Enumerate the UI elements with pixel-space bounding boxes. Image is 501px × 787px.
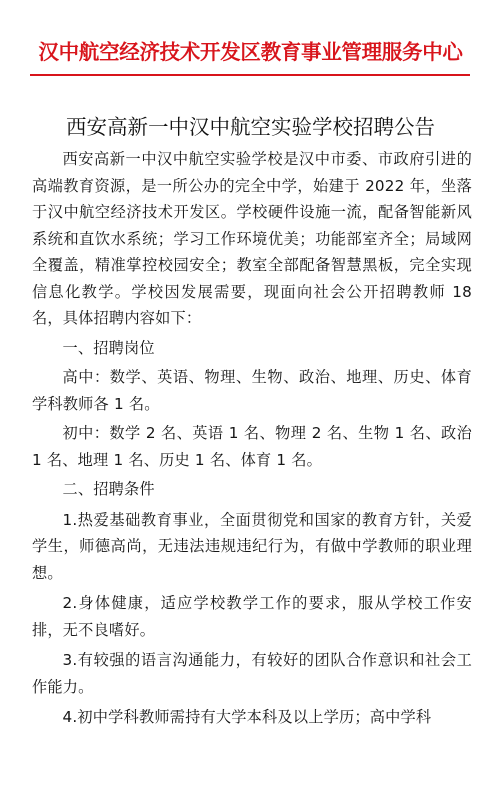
announcement-title: 西安高新一中汉中航空实验学校招聘公告 <box>66 115 435 139</box>
intro-paragraph: 西安高新一中汉中航空实验学校是汉中市委、市政府引进的高端教育资源，是一所公办的完全中学，始建于 2022 年，坐落于汉中航空经济技术开发区。学校硬件设施一流，配备智能新风系统和直饮水系统；学习工作环境优美；功能部室齐全；局域网全覆盖，精准掌控校园安全；教室全部配备智慧黑板，完全实现信息化教学。学校因发展需要，现面向社会公开招聘教师 18 名，具体招聘内容如下： <box>32 150 472 327</box>
organization-header: 汉中航空经济技术开发区教育事业管理服务中心 <box>38 40 463 64</box>
announcement-body <box>32 146 472 731</box>
section-heading-positions: 一、招聘岗位 <box>62 338 155 357</box>
positions-high-school: 高中：数学、英语、物理、生物、政治、地理、历史、体育学科教师各 1 名。 <box>32 368 472 413</box>
requirement-item-4: 4.初中学科教师需持有大学本科及以上学历；高中学科 <box>62 708 432 726</box>
requirement-item-2: 2.身体健康，适应学校教学工作的要求，服从学校工作安排，无不良嗜好。 <box>32 594 472 639</box>
requirement-item-3: 3.有较强的语言沟通能力，有较好的团队合作意识和社会工作能力。 <box>32 651 472 696</box>
requirement-item-1: 1.热爱基础教育事业，全面贯彻党和国家的教育方针，关爱学生，师德高尚，无违法违规违纪行为，有做中学教师的职业理想。 <box>32 510 472 582</box>
positions-middle-school: 初中：数学 2 名、英语 1 名、物理 2 名、生物 1 名、政治 1 名、地理 1 名、历史 1 名、体育 1 名。 <box>32 424 472 469</box>
header-divider <box>30 74 470 76</box>
section-heading-requirements: 二、招聘条件 <box>62 480 155 498</box>
